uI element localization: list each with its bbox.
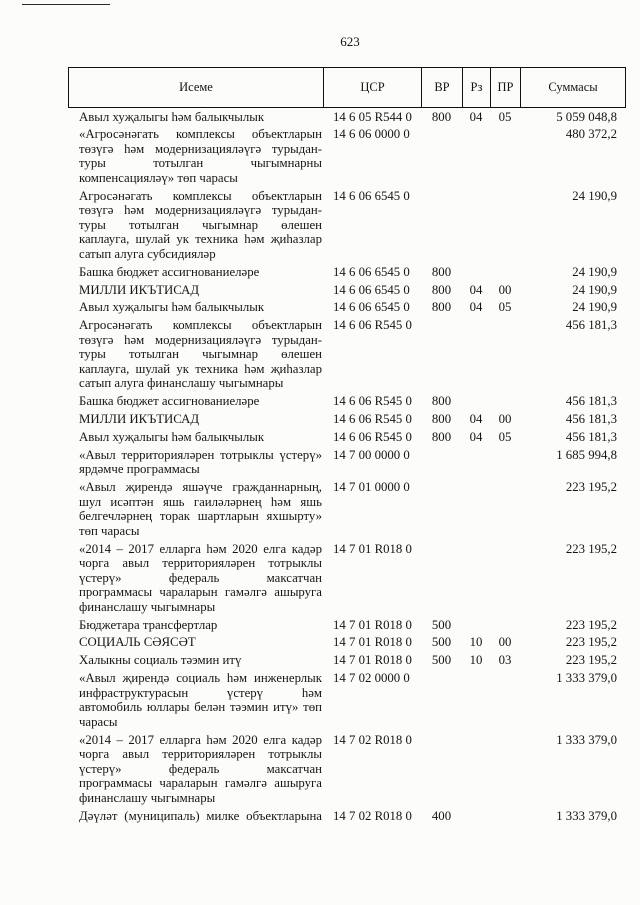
row-vr-code [421, 127, 462, 185]
row-rz-code [462, 542, 490, 615]
row-name-line: «Авыл җирендә социаль һәм инженерлык [79, 671, 322, 686]
row-name-cell [68, 283, 323, 298]
table-row [68, 261, 626, 279]
row-csr-code: 14 6 06 R545 0 [333, 394, 412, 409]
row-vr-code: 800 [431, 412, 452, 427]
row-pr-code [490, 189, 520, 262]
row-pr-code: 03 [498, 653, 512, 668]
row-csr-code: 14 7 01 0000 0 [333, 480, 410, 495]
row-amount: 480 372,2 [565, 127, 617, 142]
row-amount: 1 333 379,0 [556, 671, 617, 686]
row-csr-code: 14 7 00 0000 0 [333, 447, 410, 462]
row-name-cell [68, 110, 323, 125]
table-row [68, 391, 626, 409]
row-name-line: программасы чараларын гамәлгә ашыруга [79, 585, 322, 600]
row-vr-code [421, 671, 462, 729]
row-name-line: үстерү» федераль максатчан [79, 570, 322, 585]
row-name-line: МИЛЛИ ИКЪТИСАД [79, 282, 200, 297]
row-rz-code: 04 [469, 300, 483, 315]
row-vr-code: 500 [431, 617, 452, 632]
row-csr-code: 14 7 02 R018 0 [333, 808, 412, 823]
row-pr-code: 05 [498, 109, 512, 124]
row-pr-code: 00 [498, 635, 512, 650]
row-name-line: чарасы [79, 714, 118, 729]
row-vr-code [421, 733, 462, 806]
row-name-line: «2014 – 2017 елларга һәм 2020 елга кадәр [79, 541, 322, 556]
row-csr-code: 14 7 01 R018 0 [333, 617, 412, 632]
row-pr-code [490, 671, 520, 729]
row-amount: 223 195,2 [565, 635, 617, 650]
table-row [68, 445, 626, 477]
header-rz: Рз [462, 68, 490, 107]
row-rz-code [462, 618, 490, 633]
row-rz-code [462, 189, 490, 262]
row-pr-code [490, 127, 520, 185]
row-amount: 456 181,3 [565, 394, 617, 409]
row-name-line: чорга авыл территорияләрен тотрыклы [79, 747, 322, 762]
row-name-line: туры тотылган чыгымнарны [79, 156, 322, 171]
row-csr-code: 14 7 01 R018 0 [333, 653, 412, 668]
row-csr-code: 14 7 02 0000 0 [333, 671, 410, 686]
table-row [68, 614, 626, 632]
table-row [68, 409, 626, 427]
header-name: Исеме [179, 80, 213, 94]
row-csr-code: 14 6 06 6545 0 [333, 300, 410, 315]
table-body [68, 110, 626, 824]
row-vr-code: 800 [431, 264, 452, 279]
row-name-line: Авыл хуҗалыгы һәм балыкчылык [79, 109, 265, 124]
row-name-cell [68, 189, 323, 262]
row-pr-code [490, 265, 520, 280]
table-row [68, 315, 626, 391]
table-row [68, 124, 626, 185]
row-name-cell [68, 480, 323, 538]
row-name-cell [68, 318, 323, 391]
row-vr-code: 400 [431, 808, 452, 823]
row-name-line: Агросәнәгать комплексы объектларын [79, 188, 322, 203]
row-name-line: Агросәнәгать комплексы объектларын [79, 318, 322, 333]
row-name-line: Авыл хуҗалыгы һәм балыкчылык [79, 430, 265, 445]
row-name-line: Башка бюджет ассигнованиеләре [79, 264, 260, 279]
row-pr-code [490, 448, 520, 477]
row-csr-code: 14 7 02 R018 0 [333, 732, 412, 747]
row-vr-code: 500 [431, 635, 452, 650]
row-name-line: сатып алуга субсидияләр [79, 246, 216, 261]
row-rz-code [462, 480, 490, 538]
row-amount: 1 333 379,0 [556, 808, 617, 823]
header-pr: ПР [490, 68, 520, 107]
table-row [68, 297, 626, 315]
table-row [68, 279, 626, 297]
table-row [68, 110, 626, 125]
row-name-cell [68, 430, 323, 445]
row-amount: 223 195,2 [565, 617, 617, 632]
row-vr-code [421, 189, 462, 262]
row-pr-code [490, 318, 520, 391]
row-rz-code [462, 671, 490, 729]
row-name-line: автомобиль юллары белән тәэмин итү» төп [79, 700, 322, 715]
row-name-line: «2014 – 2017 елларга һәм 2020 елга кадәр [79, 732, 322, 747]
row-pr-code: 00 [498, 412, 512, 427]
row-name-cell [68, 653, 323, 668]
row-name-line: үстерү» федераль максатчан [79, 761, 322, 776]
row-name-line: каплауга, шулай ук техника һәм җиһазлар [79, 232, 322, 247]
row-name-line: сатып алуга финанслашу чыгымнары [79, 376, 284, 391]
row-name-line: чорга авыл территорияләрен тотрыклы [79, 556, 322, 571]
row-vr-code [421, 480, 462, 538]
row-amount: 24 190,9 [572, 264, 617, 279]
row-vr-code: 800 [431, 109, 452, 124]
row-pr-code [490, 542, 520, 615]
row-name-line: Дәүләт (муниципаль) милке объектларына [79, 808, 322, 823]
row-name-cell [68, 733, 323, 806]
row-rz-code [462, 127, 490, 185]
row-vr-code [421, 318, 462, 391]
row-name-line: Бюджетара трансфертлар [79, 617, 218, 632]
row-vr-code [421, 542, 462, 615]
row-name-line: туры тотылган чыгымнар өлешен [79, 347, 322, 362]
row-amount: 223 195,2 [565, 653, 617, 668]
row-name-line: шул исәптән яшь гаиләләрнең һәм яшь [79, 494, 322, 509]
row-name-line: финанслашу чыгымнары [79, 790, 216, 805]
row-name-cell [68, 394, 323, 409]
row-pr-code [490, 809, 520, 824]
row-rz-code: 04 [469, 412, 483, 427]
header-sum: Суммасы [520, 68, 625, 107]
row-amount: 24 190,9 [572, 282, 617, 297]
row-csr-code: 14 6 06 R545 0 [333, 318, 412, 333]
row-rz-code [462, 448, 490, 477]
row-name-cell [68, 127, 323, 185]
row-name-line: Халыкны социаль тәэмин итү [79, 653, 242, 668]
row-name-line: «Авыл җирендә яшәүче гражданнарның, [79, 480, 322, 495]
row-name-cell [68, 448, 323, 477]
row-amount: 456 181,3 [565, 412, 617, 427]
row-name-line: «Авыл территорияләрен тотрыклы үстерү» [79, 447, 322, 462]
row-name-line: программасы чараларын гамәлгә ашыруга [79, 776, 322, 791]
row-csr-code: 14 7 01 R018 0 [333, 541, 412, 556]
row-amount: 456 181,3 [565, 430, 617, 445]
table-row [68, 729, 626, 805]
row-name-line: төп чарасы [79, 523, 140, 538]
row-pr-code: 05 [498, 430, 512, 445]
row-csr-code: 14 7 01 R018 0 [333, 635, 412, 650]
scan-rule [22, 4, 110, 5]
header-csr: ЦСР [323, 68, 421, 107]
row-rz-code: 04 [469, 109, 483, 124]
row-rz-code [462, 265, 490, 280]
row-name-cell [68, 671, 323, 729]
row-name-cell [68, 809, 323, 824]
row-name-line: Авыл хуҗалыгы һәм балыкчылык [79, 300, 265, 315]
row-name-line: «Агросәнәгать комплексы объектларын [79, 127, 322, 142]
page-number: 623 [340, 34, 360, 49]
row-amount: 24 190,9 [572, 188, 617, 203]
table-row [68, 538, 626, 614]
row-amount: 24 190,9 [572, 300, 617, 315]
row-csr-code: 14 6 06 6545 0 [333, 188, 410, 203]
row-csr-code: 14 6 05 R544 0 [333, 109, 412, 124]
row-name-line: ярдәмче программасы [79, 462, 200, 477]
row-pr-code [490, 733, 520, 806]
row-vr-code: 800 [431, 430, 452, 445]
row-amount: 223 195,2 [565, 541, 617, 556]
row-csr-code: 14 6 06 6545 0 [333, 264, 410, 279]
row-amount: 456 181,3 [565, 318, 617, 333]
row-name-line: төзүгә һәм модернизацияләүгә турыдан- [79, 203, 322, 218]
header-vr: ВР [421, 68, 462, 107]
row-amount: 1 685 994,8 [556, 447, 617, 462]
row-name-line: МИЛЛИ ИКЪТИСАД [79, 412, 200, 427]
row-rz-code [462, 809, 490, 824]
row-vr-code: 500 [431, 653, 452, 668]
table-row [68, 650, 626, 668]
row-name-line: төзүгә һәм модернизацияләүгә турыдан- [79, 332, 322, 347]
row-pr-code [490, 618, 520, 633]
row-name-cell [68, 300, 323, 315]
row-name-line: белгечләрнең торак шартларын яхшырту» [79, 509, 322, 524]
row-vr-code: 800 [431, 394, 452, 409]
row-vr-code: 800 [431, 300, 452, 315]
row-name-line: компенсацияләү» төп чарасы [79, 170, 238, 185]
row-name-line: Башка бюджет ассигнованиеләре [79, 394, 260, 409]
row-pr-code: 00 [498, 282, 512, 297]
row-rz-code [462, 394, 490, 409]
row-rz-code: 04 [469, 430, 483, 445]
row-amount: 223 195,2 [565, 480, 617, 495]
row-pr-code [490, 394, 520, 409]
row-csr-code: 14 6 06 R545 0 [333, 412, 412, 427]
row-name-cell [68, 412, 323, 427]
table-row [68, 668, 626, 729]
table-header [68, 67, 626, 108]
row-rz-code [462, 318, 490, 391]
row-name-line: инфраструктурасын үстерү һәм [79, 685, 322, 700]
row-vr-code: 800 [431, 282, 452, 297]
table-row [68, 632, 626, 650]
table-row [68, 805, 626, 823]
table-row [68, 477, 626, 538]
row-rz-code: 10 [469, 635, 483, 650]
row-csr-code: 14 6 06 R545 0 [333, 430, 412, 445]
row-amount: 1 333 379,0 [556, 732, 617, 747]
table-row [68, 427, 626, 445]
row-rz-code: 04 [469, 282, 483, 297]
row-csr-code: 14 6 06 0000 0 [333, 127, 410, 142]
row-vr-code [421, 448, 462, 477]
row-name-line: төзүгә һәм модернизацияләүгә турыдан- [79, 141, 322, 156]
row-name-line: туры тотылган чыгымнар өлешен [79, 217, 322, 232]
row-csr-code: 14 6 06 6545 0 [333, 282, 410, 297]
row-name-cell [68, 618, 323, 633]
row-name-cell [68, 635, 323, 650]
row-name-line: СОЦИАЛЬ СӘЯСӘТ [79, 635, 196, 650]
row-pr-code [490, 480, 520, 538]
row-name-cell [68, 265, 323, 280]
row-name-cell [68, 542, 323, 615]
row-rz-code [462, 733, 490, 806]
row-rz-code: 10 [469, 653, 483, 668]
row-pr-code: 05 [498, 300, 512, 315]
row-name-line: финанслашу чыгымнары [79, 599, 216, 614]
row-name-line: каплауга, шулай ук техника һәм җиһазлар [79, 361, 322, 376]
table-row [68, 185, 626, 261]
row-amount: 5 059 048,8 [556, 109, 617, 124]
